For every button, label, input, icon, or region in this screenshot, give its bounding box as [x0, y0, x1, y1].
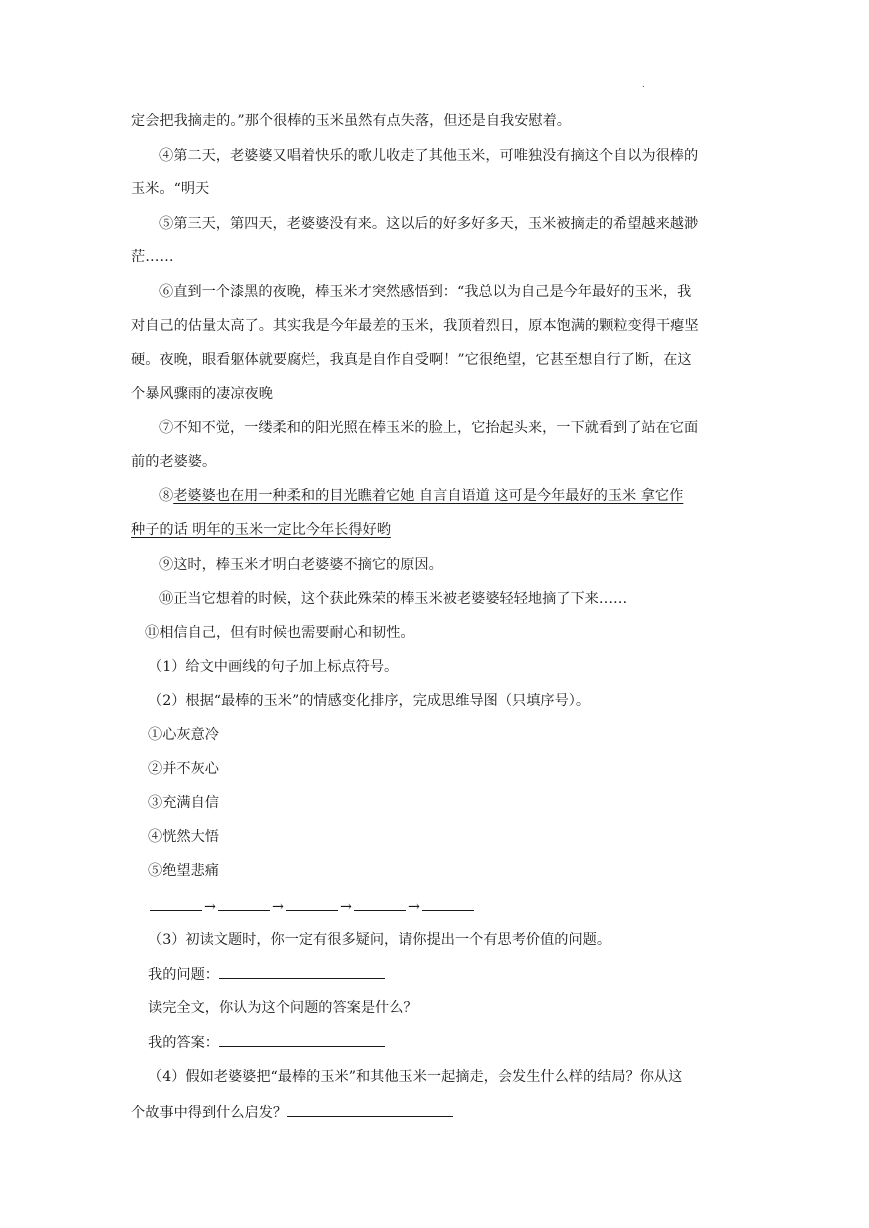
paragraph-8-number: ⑧ — [159, 488, 174, 504]
paragraph-8-line-1 — [159, 486, 683, 506]
arrow-icon: → — [272, 899, 284, 915]
paragraph-7-line-2: 前的老婆婆。 — [131, 454, 217, 470]
option-2: ②并不灰心 — [148, 761, 219, 777]
my-answer-row — [148, 1032, 385, 1053]
arrow-icon: → — [204, 899, 216, 915]
option-5: ⑤绝望悲痛 — [148, 863, 219, 879]
text-line-1: 定会把我摘走的。”那个很棒的玉米虽然有点失落，但还是自我安慰着。 — [131, 113, 571, 129]
question-4-line-1: （4）假如老婆婆把“最棒的玉米”和其他玉米一起摘走，会发生什么样的结局？你从这 — [148, 1069, 683, 1085]
paragraph-9: ⑨这时，棒玉米才明白老婆婆不摘它的原因。 — [159, 557, 443, 573]
my-question-blank[interactable] — [219, 964, 385, 979]
answer-blank-5[interactable] — [422, 896, 474, 911]
page-mark: . — [642, 80, 645, 90]
arrow-icon: → — [340, 899, 352, 915]
my-question-label: 我的问题： — [148, 967, 219, 983]
option-3: ③充满自信 — [148, 795, 219, 811]
paragraph-7-line-1: ⑦不知不觉，一缕柔和的阳光照在棒玉米的脸上，它抬起头来，一下就看到了站在它面 — [159, 420, 699, 436]
question-4-blank[interactable] — [287, 1102, 453, 1117]
underlined-sentence-part-1: 老婆婆也在用一种柔和的目光瞧着它她 自言自语道 这可是今年最好的玉米 拿它作 — [173, 488, 684, 504]
answer-blank-3[interactable] — [286, 896, 338, 911]
paragraph-4-line-2: 玉米。“明天 — [131, 181, 210, 197]
question-4-line-2 — [131, 1102, 453, 1123]
my-answer-label: 我的答案： — [148, 1035, 219, 1051]
question-4-text: 个故事中得到什么启发？ — [131, 1105, 288, 1121]
arrow-icon: → — [408, 899, 420, 915]
answer-blank-1[interactable] — [150, 896, 202, 911]
paragraph-5-line-1: ⑤第三天，第四天，老婆婆没有来。这以后的好多好多天，玉米被摘走的希望越来越渺 — [159, 216, 699, 232]
answer-blank-4[interactable] — [354, 896, 406, 911]
question-3: （3）初读文题时，你一定有很多疑问，请你提出一个有思考价值的问题。 — [148, 932, 612, 948]
paragraph-6-line-4: 个暴风骤雨的凄凉夜晚 — [131, 386, 273, 402]
question-3-follow: 读完全文，你认为这个问题的答案是什么？ — [148, 1000, 418, 1016]
option-1: ①心灰意冷 — [148, 727, 219, 743]
answer-blank-2[interactable] — [218, 896, 270, 911]
paragraph-6-line-1: ⑥直到一个漆黑的夜晚，棒玉米才突然感悟到：“我总以为自己是今年最好的玉米，我 — [159, 284, 692, 300]
my-answer-blank[interactable] — [219, 1032, 385, 1047]
mind-map-blanks — [150, 896, 474, 917]
question-1: （1）给文中画线的句子加上标点符号。 — [148, 659, 399, 675]
paragraph-6-line-3: 硬。夜晚，眼看躯体就要腐烂，我真是自作自受啊！”它很绝望，它甚至想自行了断，在这 — [131, 352, 692, 368]
my-question-row — [148, 964, 385, 985]
paragraph-6-line-2: 对自己的估量太高了。其实我是今年最差的玉米，我顶着烈日，原本饱满的颗粒变得干瘪坚 — [131, 318, 699, 334]
paragraph-11: ⑪相信自己，但有时候也需要耐心和韧性。 — [145, 625, 415, 641]
underlined-sentence-part-2: 种子的话 明年的玉米一定比今年长得好哟 — [131, 522, 391, 538]
paragraph-5-line-2: 茫…… — [131, 249, 174, 265]
option-4: ④恍然大悟 — [148, 829, 219, 845]
paragraph-10: ⑩正当它想着的时候，这个获此殊荣的棒玉米被老婆婆轻轻地摘了下来…… — [159, 591, 628, 607]
question-2: （2）根据“最棒的玉米”的情感变化排序，完成思维导图（只填序号）。 — [148, 693, 591, 709]
paragraph-4-line-1: ④第二天，老婆婆又唱着快乐的歌儿收走了其他玉米，可唯独没有摘这个自以为很棒的 — [159, 148, 699, 164]
